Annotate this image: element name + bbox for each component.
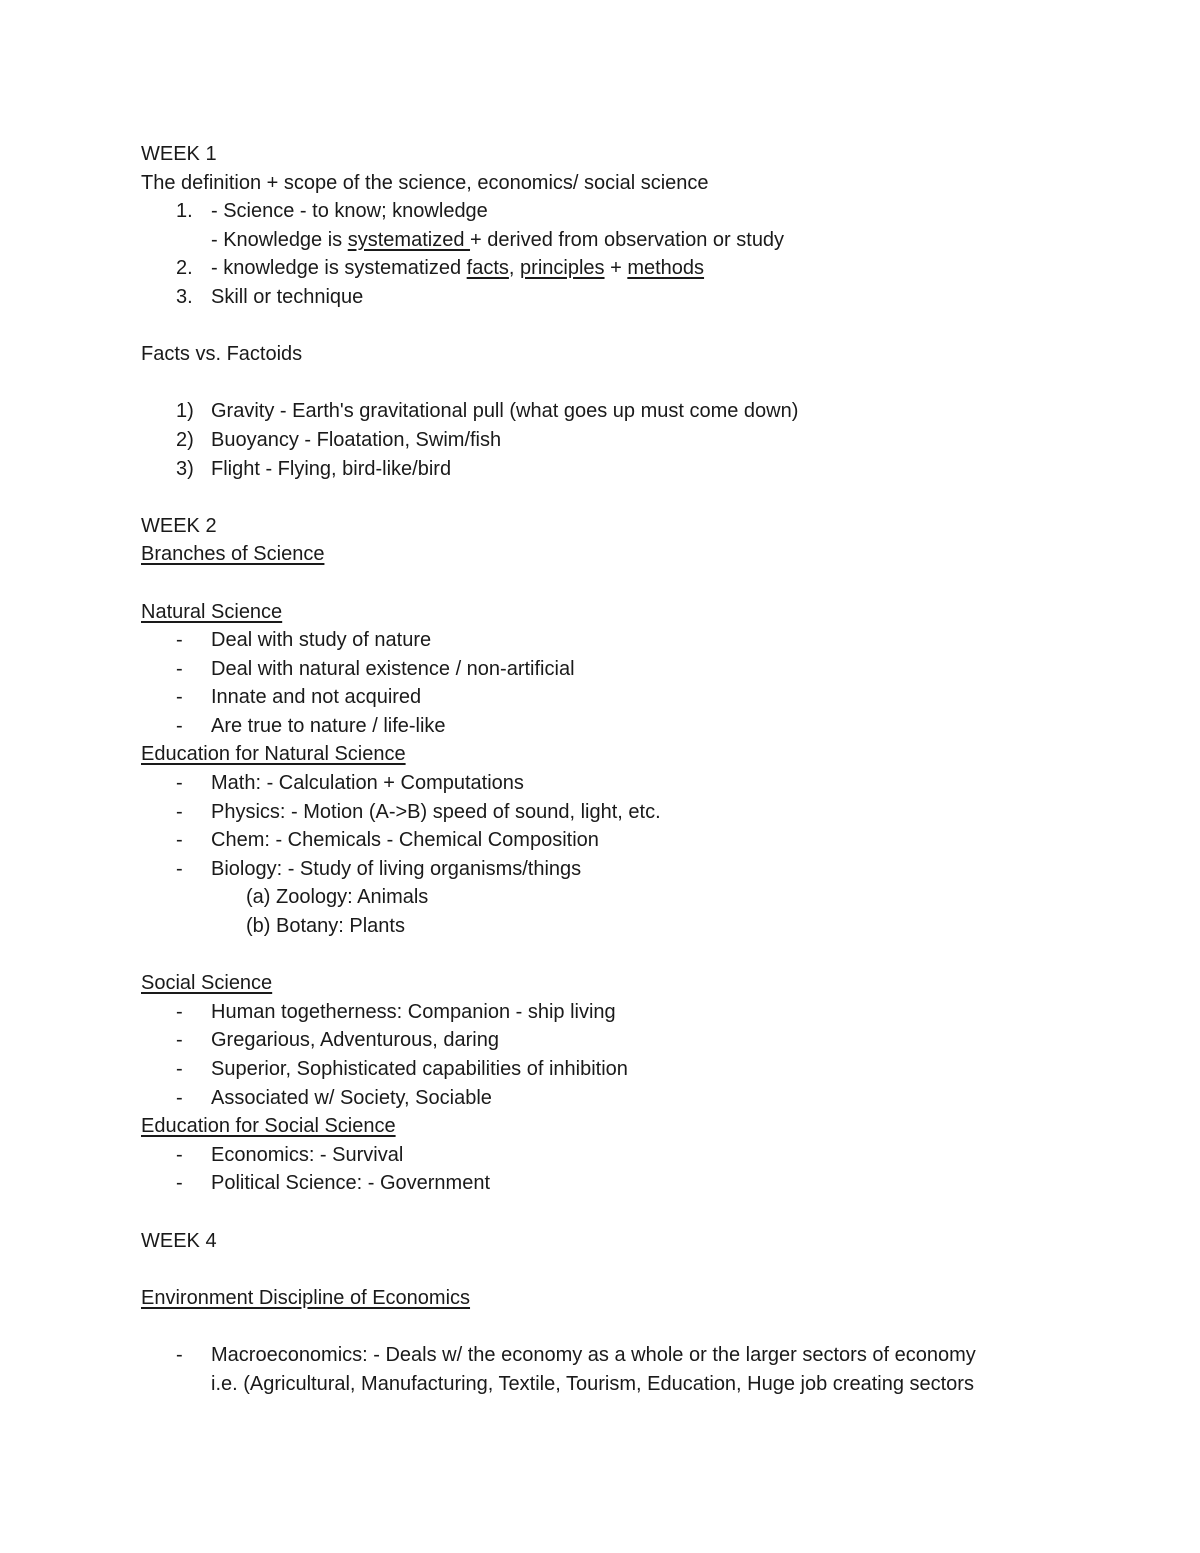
list-item-text: Deal with study of nature (211, 629, 432, 652)
list-item-text: Are true to nature / life-like (211, 714, 446, 737)
underlined-term: systematized (347, 228, 471, 251)
list-item (141, 655, 1061, 684)
list-marker: 1) (176, 400, 194, 423)
list-item (141, 855, 1061, 884)
dash-marker: - (176, 629, 183, 652)
underlined-term: facts (466, 257, 509, 280)
list-item-text: Deal with natural existence / non-artificial (211, 657, 575, 680)
dash-marker: - (176, 1058, 183, 1080)
list-marker: 1. (176, 200, 193, 223)
sub-list-item-text: (b) Botany: Plants (246, 915, 405, 938)
list-item (141, 1026, 1061, 1055)
dash-marker: - (176, 772, 183, 795)
list-item (141, 1055, 1061, 1084)
list-item (141, 998, 1061, 1027)
branches-heading: Branches of Science (141, 543, 325, 566)
dash-marker: - (176, 1143, 183, 1166)
list-marker: 3. (176, 285, 193, 308)
list-item (141, 1141, 1061, 1170)
document-page (141, 140, 1061, 1398)
education-social-heading: Education for Social Science (141, 1115, 396, 1138)
list-item-text: Math: - Calculation + Computations (211, 772, 524, 795)
list-item (141, 1084, 1061, 1113)
dash-marker: - (176, 1343, 183, 1366)
list-item-text: - Science - to know; knowledge (211, 200, 488, 223)
underlined-term: methods (627, 257, 705, 280)
dash-marker: - (176, 657, 183, 680)
list-item-continuation (141, 1370, 1061, 1399)
week2-heading: WEEK 2 (141, 514, 217, 537)
list-item (141, 683, 1061, 712)
list-item-text: Gregarious, Adventurous, daring (211, 1029, 499, 1052)
dash-marker: - (176, 1029, 183, 1052)
list-item (141, 712, 1061, 741)
sub-list-item (141, 912, 1061, 941)
dash-marker: - (176, 1086, 183, 1109)
list-marker: 2) (176, 428, 194, 451)
list-item-text: Superior, Sophisticated capabilities of inhibition (211, 1058, 628, 1080)
list-item-text: Flight - Flying, bird-like/bird (211, 457, 452, 480)
list-item-text: Chem: - Chemicals - Chemical Composition (211, 829, 599, 852)
list-item (141, 397, 1061, 426)
list-item (141, 798, 1061, 827)
list-item-text: Associated w/ Society, Sociable (211, 1086, 492, 1109)
list-item-text: Physics: - Motion (A->B) speed of sound, light, etc. (211, 800, 661, 823)
list-item-text: Human togetherness: Companion - ship living (211, 1000, 616, 1023)
list-item-text: Economics: - Survival (211, 1143, 404, 1166)
list-item (141, 254, 1061, 283)
environment-heading: Environment Discipline of Economics (141, 1286, 471, 1309)
list-item (141, 626, 1061, 655)
dash-marker: - (176, 800, 183, 823)
list-item (141, 226, 1061, 255)
dash-marker: - (176, 829, 183, 852)
list-item-text: Skill or technique (211, 285, 364, 308)
list-item-text: Gravity - Earth's gravitational pull (what goes up must come down) (211, 400, 799, 423)
dash-marker: - (176, 1172, 183, 1195)
week1-subtitle: The definition + scope of the science, economics/ social science (141, 171, 709, 194)
list-item-text: - knowledge is systematized facts, principles + methods (211, 257, 705, 280)
list-item-text: - Knowledge is systematized + derived from observation or study (211, 228, 785, 251)
dash-marker: - (176, 857, 183, 880)
list-item-text: Buoyancy - Floatation, Swim/fish (211, 428, 502, 451)
list-item (141, 283, 1061, 312)
list-item (141, 826, 1061, 855)
sub-list-item-text: (a) Zoology: Animals (246, 886, 429, 909)
list-marker: 3) (176, 457, 194, 480)
dash-marker: - (176, 714, 183, 737)
list-item-text: Macroeconomics: - Deals w/ the economy as a whole or the larger sectors of economy (211, 1343, 976, 1366)
dash-marker: - (176, 1000, 183, 1023)
underlined-term: principles (520, 257, 605, 280)
dash-marker: - (176, 686, 183, 709)
week1-heading: WEEK 1 (141, 143, 217, 165)
list-item (141, 197, 1061, 226)
education-natural-heading: Education for Natural Science (141, 743, 406, 766)
list-item-text: Innate and not acquired (211, 686, 422, 709)
list-item-text: Biology: - Study of living organisms/things (211, 857, 582, 880)
natural-science-heading: Natural Science (141, 600, 283, 623)
list-item (141, 1169, 1061, 1198)
list-marker: 2. (176, 257, 193, 280)
list-item (141, 426, 1061, 455)
list-item (141, 1341, 1061, 1370)
facts-heading: Facts vs. Factoids (141, 343, 303, 366)
week4-heading: WEEK 4 (141, 1229, 217, 1252)
list-item (141, 769, 1061, 798)
social-science-heading: Social Science (141, 972, 273, 995)
sub-list-item (141, 883, 1061, 912)
list-item (141, 455, 1061, 484)
list-item-continuation-text: i.e. (Agricultural, Manufacturing, Textile, Tourism, Education, Huge job creating sectors (211, 1372, 974, 1395)
list-item-text: Political Science: - Government (211, 1172, 491, 1195)
